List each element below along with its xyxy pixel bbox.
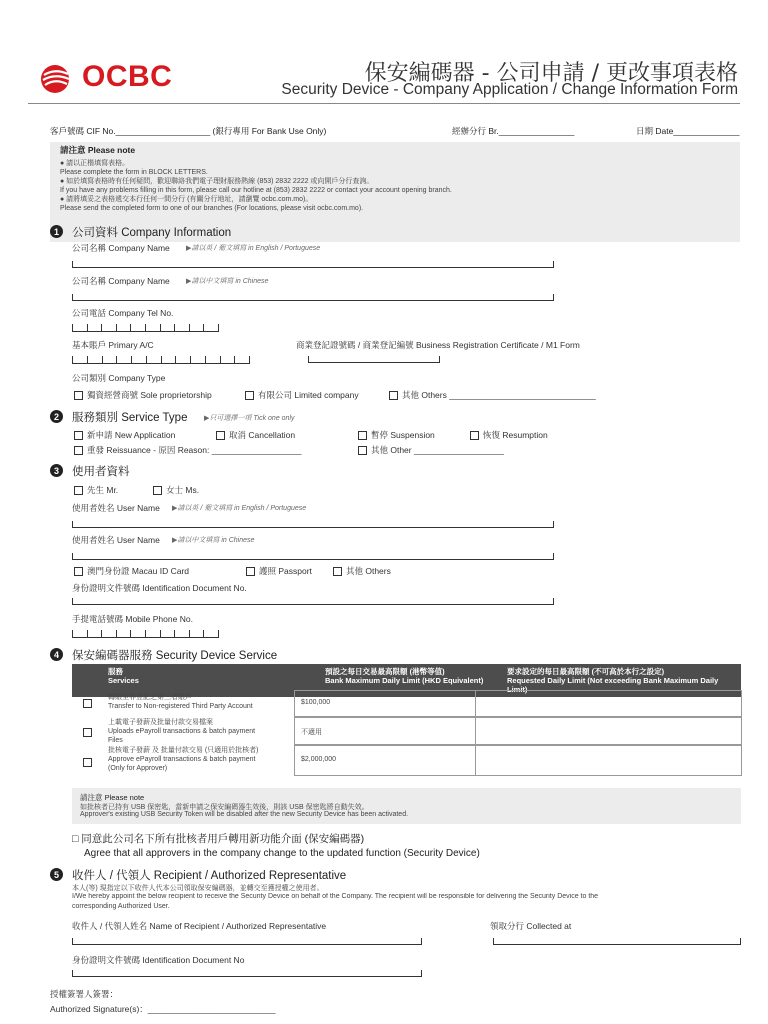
company-name-zh-label: 公司名稱 Company Name — [72, 276, 170, 286]
company-tel-label: 公司電話 Company Tel No. — [72, 308, 174, 318]
row-checkbox[interactable] — [83, 699, 92, 708]
note-line: ● 如於填寫表格時有任何疑問，歡迎聯絡我們電子理財服務熱線 (853) 2832 2222 或向開戶分行查詢。 — [60, 178, 374, 185]
note-en: Approver's existing USB Security Token will be disabled after the new Security Device has been activated. — [80, 811, 409, 818]
primary-ac-input[interactable] — [72, 356, 250, 364]
row-checkbox[interactable] — [83, 758, 92, 767]
cif-field[interactable]: 客戶號碼 CIF No.____________________ (銀行專用 For Bank Use Only) — [50, 126, 327, 136]
note-line: ● 請以正楷填寫表格。 — [60, 160, 130, 167]
section-3-number: 3 — [50, 464, 63, 477]
checkbox[interactable] — [245, 391, 254, 400]
please-note-title: 請注意 Please note — [60, 145, 136, 155]
id-doc-label: 身份證明文件號碼 Identification Document No. — [72, 583, 247, 593]
row-service: 批核電子發薪 及 批量付款交易 (只適用於批核者) Approve ePayroll transactions & batch payment (Only for Approver) — [108, 747, 259, 772]
recipient-name-label: 收件人 / 代領人姓名 Name of Recipient / Authorized Representative — [72, 921, 327, 931]
service-suspension-option[interactable]: 暫停 Suspension — [358, 429, 435, 441]
header-divider — [28, 103, 740, 104]
brc-input[interactable] — [308, 356, 440, 363]
title-en: Security Device - Company Application / Change Information Form — [281, 81, 738, 98]
recipient-id-input[interactable] — [72, 970, 422, 977]
type-limited-option[interactable]: 有限公司 Limited company — [245, 389, 359, 401]
row-bank-limit: $100,000 — [301, 699, 331, 706]
salutation-mr-option[interactable]: 先生 Mr. — [74, 484, 118, 496]
header-bank-limit: 預設之每日交易最高限額 (港幣等值) Bank Maximum Daily Limit (HKD Equivalent) — [319, 664, 501, 697]
company-name-zh-input[interactable] — [72, 294, 554, 301]
collected-at-label: 領取分行 Collected at — [490, 921, 572, 931]
service-new-option[interactable]: 新申請 New Application — [74, 429, 175, 441]
checkbox[interactable] — [216, 431, 225, 440]
row-bank-limit: 不適用 — [301, 729, 322, 736]
checkbox[interactable] — [74, 391, 83, 400]
agree-approvers-text: Agree that all approvers in the company change to the updated function (Security Device) — [84, 848, 480, 859]
section-2-number: 2 — [50, 410, 63, 423]
checkbox[interactable] — [153, 486, 162, 495]
ocbc-logo-icon — [38, 62, 78, 96]
checkbox[interactable] — [246, 567, 255, 576]
service-cancel-option[interactable]: 取消 Cancellation — [216, 429, 295, 441]
note-line: Please complete the form in BLOCK LETTERS. — [60, 169, 208, 176]
checkbox[interactable] — [74, 446, 83, 455]
section-5-title: 收件人 / 代領人 Recipient / Authorized Representative — [72, 870, 347, 882]
id-passport-option[interactable]: 護照 Passport — [246, 565, 312, 577]
note-zh: 如批核者已持有 USB 保密匙，當新申請之保安編碼器生效後，則該 USB 保密匙將自動失效。 — [80, 804, 369, 811]
section-4-number: 4 — [50, 648, 63, 661]
section-2-hint: ▶只可選擇一項 Tick one only — [204, 415, 295, 422]
recipient-id-label: 身份證明文件號碼 Identification Document No — [72, 955, 245, 965]
date-field[interactable]: 日期 Date______________ — [636, 126, 740, 136]
user-name-zh-input[interactable] — [72, 553, 554, 560]
service-resumption-option[interactable]: 恢復 Resumption — [470, 429, 548, 441]
note-line: ● 請將填妥之表格遞交本行任何一間分行 (有關分行地址，請瀏覽 ocbc.com.mo)。 — [60, 196, 313, 203]
signature-label-zh: 授權簽署人簽署： — [50, 989, 119, 999]
company-name-en-hint: ▶請以英 / 葡文填寫 in English / Portuguese — [186, 245, 321, 252]
mobile-input[interactable] — [72, 630, 219, 638]
signature-field[interactable]: Authorized Signature(s)：___________________________ — [50, 1004, 276, 1014]
company-name-en-label: 公司名稱 Company Name — [72, 243, 170, 253]
title-zh: 保安編碼器 - 公司申請 / 更改事項表格 — [364, 61, 738, 86]
section-1-number: 1 — [50, 225, 63, 238]
section-2-title: 服務類別 Service Type — [72, 412, 188, 424]
checkbox[interactable] — [74, 567, 83, 576]
company-name-zh-hint: ▶請以中文填寫 in Chinese — [186, 278, 269, 285]
checkbox[interactable] — [358, 431, 367, 440]
agree-approvers-checkbox[interactable]: □ 同意此公司名下所有批核者用戶轉用新功能介面 (保安編碼器) — [72, 833, 365, 845]
collected-at-input[interactable] — [493, 938, 741, 945]
id-others-option[interactable]: 其他 Others — [333, 565, 391, 577]
id-macau-option[interactable]: 澳門身份證 Macau ID Card — [74, 565, 189, 577]
checkbox[interactable] — [74, 431, 83, 440]
checkbox[interactable] — [358, 446, 367, 455]
checkbox[interactable] — [74, 486, 83, 495]
section-5-desc-zh: 本人(等) 現指定以下收件人代本公司領取保安編碼器，並轉交至獲授權之使用者。 — [72, 885, 324, 892]
table-row — [72, 690, 741, 718]
note-title: 請注意 Please note — [80, 793, 145, 802]
row-requested-limit-input[interactable] — [475, 744, 742, 776]
section-1-title: 公司資料 Company Information — [72, 227, 232, 239]
user-name-zh-label: 使用者姓名 User Name — [72, 535, 160, 545]
branch-field[interactable]: 經辦分行 Br.________________ — [452, 126, 575, 136]
checkbox[interactable] — [470, 431, 479, 440]
id-doc-input[interactable] — [72, 598, 554, 605]
company-type-label: 公司類別 Company Type — [72, 373, 166, 383]
section-4-title: 保安編碼器服務 Security Device Service — [72, 650, 278, 662]
section-3-title: 使用者資料 — [72, 466, 130, 478]
salutation-ms-option[interactable]: 女士 Ms. — [153, 484, 199, 496]
note-line: If you have any problems filling in this form, please call our hotline at (853) 2832 2222 or contact your account opening branch. — [60, 187, 452, 194]
type-others-option[interactable]: 其他 Others _______________________________ — [389, 389, 596, 401]
type-sole-option[interactable]: 獨資經營商號 Sole proprietorship — [74, 389, 212, 401]
section-4-note — [72, 788, 741, 824]
header-requested-limit: 要求設定的每日最高限額 (不可高於本行之設定) Requested Daily Limit (Not exceeding Bank Maximum Daily Limit) — [501, 664, 741, 697]
row-requested-limit-input[interactable] — [475, 690, 742, 718]
service-reissuance-option[interactable]: 重發 Reissuance - 原因 Reason: ___________________ — [74, 444, 302, 456]
table-row — [72, 748, 741, 778]
row-bank-limit: $2,000,000 — [301, 756, 337, 763]
primary-ac-label: 基本賬戶 Primary A/C — [72, 340, 154, 350]
service-other-option[interactable]: 其他 Other ___________________ — [358, 444, 504, 456]
mobile-label: 手提電話號碼 Mobile Phone No. — [72, 614, 193, 624]
user-name-en-label: 使用者姓名 User Name — [72, 503, 160, 513]
section-5-desc-en2: corresponding Authorized User. — [72, 903, 170, 910]
note-line: Please send the completed form to one of our branches (For locations, please visit ocbc.com.mo). — [60, 205, 364, 212]
user-name-en-hint: ▶請以英 / 葡文填寫 in English / Portuguese — [172, 505, 307, 512]
recipient-name-input[interactable] — [72, 938, 422, 945]
checkbox[interactable] — [333, 567, 342, 576]
company-tel-input[interactable] — [72, 324, 219, 332]
section-5-number: 5 — [50, 868, 63, 881]
section-5-desc-en1: I/We hereby appoint the below recipient to receive the Security Device on behalf of the Company. The recipient will be responsible for delivering the Security Device to the — [72, 893, 599, 900]
user-name-zh-hint: ▶請以中文填寫 in Chinese — [172, 537, 255, 544]
row-service: 轉賬至非登記之第三者賬戶 Transfer to Non-registered Third Party Account — [108, 694, 253, 710]
logo-text: OCBC — [82, 60, 173, 93]
checkbox[interactable] — [389, 391, 398, 400]
row-checkbox[interactable] — [83, 728, 92, 737]
company-name-en-input[interactable] — [72, 261, 554, 268]
user-name-en-input[interactable] — [72, 521, 554, 528]
brc-label: 商業登記證號碼 / 商業登記編號 Business Registration Certificate / M1 Form — [296, 340, 580, 350]
row-requested-limit-input[interactable] — [475, 716, 742, 746]
header-services: 服務 Services — [72, 664, 319, 697]
service-rows — [72, 690, 741, 778]
row-service: 上載電子發薪及批量付款交易檔案 Uploads ePayroll transactions & batch payment Files — [108, 719, 256, 744]
